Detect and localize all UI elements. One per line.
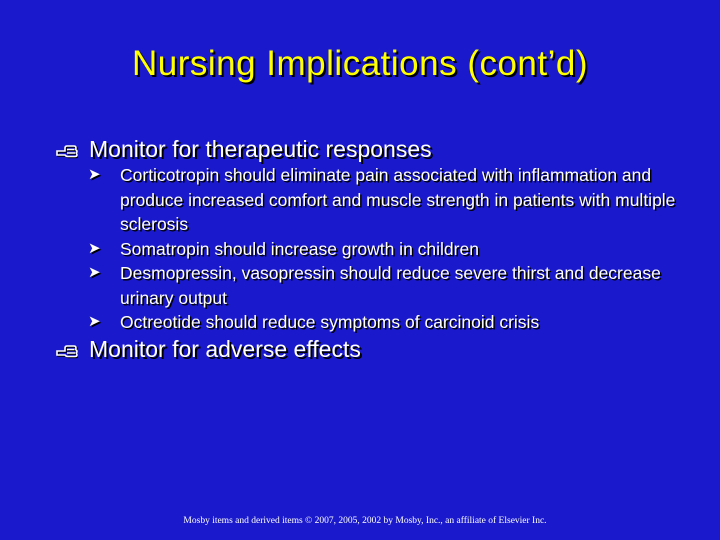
bullet-text: Monitor for adverse effects bbox=[89, 336, 361, 362]
arrow-bullet-icon: ➤ bbox=[88, 166, 101, 183]
sub-bullet-text: Octreotide should reduce symptoms of carcinoid crisis bbox=[120, 312, 540, 332]
hand-pointer-icon bbox=[56, 340, 78, 360]
slide-title: Nursing Implications (cont’d) bbox=[131, 44, 589, 83]
sub-bullet-item bbox=[88, 237, 688, 262]
sub-bullet-text: Corticotropin should eliminate pain associated with inflammation and produce increased comfort and muscle strength in patients with multiple sclerosis bbox=[120, 165, 676, 234]
copyright-footer: Mosby items and derived items © 2007, 2005, 2002 by Mosby, Inc., an affiliate of Elsevier Inc. bbox=[183, 516, 547, 526]
sub-bullet-text: Desmopressin, vasopressin should reduce severe thirst and decrease urinary output bbox=[120, 263, 661, 308]
sub-bullet-text: Somatropin should increase growth in children bbox=[120, 238, 479, 259]
bullet-text: Monitor for therapeutic responses bbox=[89, 136, 432, 162]
arrow-bullet-icon: ➤ bbox=[88, 313, 101, 330]
hand-pointer-icon bbox=[56, 140, 78, 160]
sub-bullet-item bbox=[88, 163, 688, 237]
arrow-bullet-icon: ➤ bbox=[88, 264, 101, 281]
sub-bullet-item bbox=[88, 310, 688, 335]
sub-bullet-item bbox=[88, 261, 688, 310]
arrow-bullet-icon: ➤ bbox=[88, 239, 101, 257]
sub-bullet-list bbox=[88, 163, 688, 335]
